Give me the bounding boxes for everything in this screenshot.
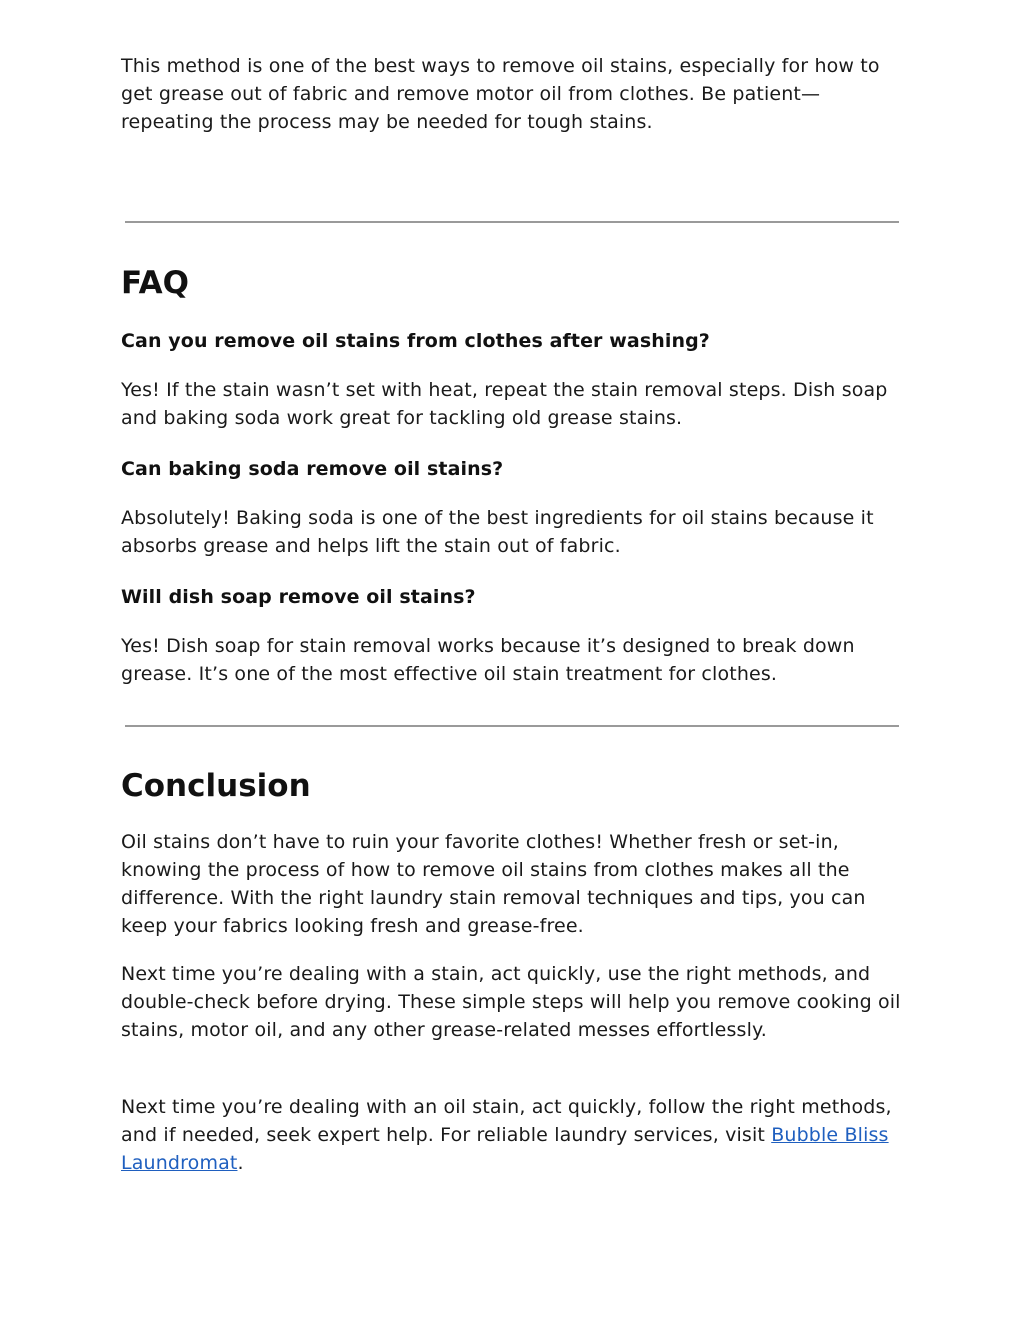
faq-heading: FAQ [121, 265, 189, 301]
faq-answer-1: Yes! If the stain wasn’t set with heat, repeat the stain removal steps. Dish soap and baking soda work great for tackling old grease stains. [121, 379, 888, 429]
conclusion-paragraph-1: Oil stains don’t have to ruin your favorite clothes! Whether fresh or set-in, knowing the process of how to remove oil stains from clothes makes all the difference. With the right laundry stain removal techniques and tips, you can keep your fabrics looking fresh and grease-free. [121, 831, 866, 937]
faq-answer-3: Yes! Dish soap for stain removal works because it’s designed to break down grease. It’s one of the most effective oil stain treatment for clothes. [121, 635, 855, 685]
faq-answer-2: Absolutely! Baking soda is one of the best ingredients for oil stains because it absorbs grease and helps lift the stain out of fabric. [121, 507, 874, 557]
bubble-bliss-laundromat-link[interactable]: Bubble Bliss Laundromat [121, 1124, 889, 1174]
faq-question-3: Will dish soap remove oil stains? [121, 586, 476, 608]
faq-question-2: Can baking soda remove oil stains? [121, 458, 504, 480]
conclusion-heading: Conclusion [121, 768, 311, 804]
section-divider-faq [125, 221, 899, 223]
faq-question-1: Can you remove oil stains from clothes after washing? [121, 330, 710, 352]
section-divider-conclusion [125, 725, 899, 727]
intro-paragraph: This method is one of the best ways to remove oil stains, especially for how to get grease out of fabric and remove motor oil from clothes. Be patient—repeating the process may be needed for tough stains. [121, 55, 880, 133]
conclusion-paragraph-3-text: Next time you’re dealing with an oil stain, act quickly, follow the right methods, and if needed, seek expert help. For reliable laundry services, visit [121, 1096, 892, 1146]
conclusion-paragraph-2: Next time you’re dealing with a stain, act quickly, use the right methods, and double-check before drying. These simple steps will help you remove cooking oil stains, motor oil, and any other grease-related messes effortlessly. [121, 963, 901, 1041]
conclusion-paragraph-3-end: . [237, 1152, 244, 1174]
conclusion-paragraph-3 [121, 1093, 911, 1177]
